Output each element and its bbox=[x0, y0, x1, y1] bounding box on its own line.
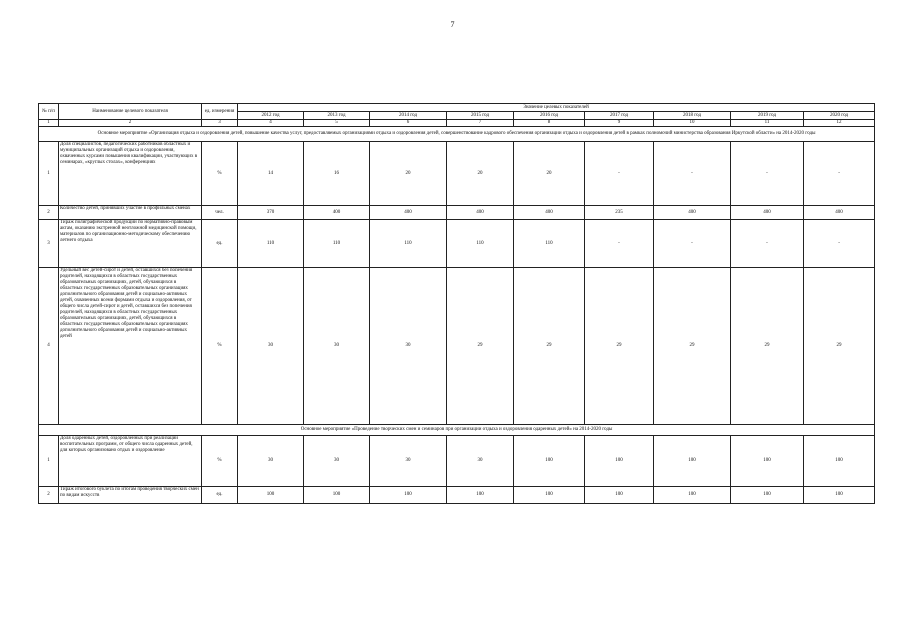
column-number: 2 bbox=[59, 120, 202, 127]
value-cell: 29 bbox=[585, 268, 654, 425]
value-cell: 400 bbox=[804, 206, 875, 220]
row-num: 1 bbox=[39, 436, 59, 487]
value-cell: 110 bbox=[370, 220, 447, 268]
value-cell: 400 bbox=[447, 206, 514, 220]
value-cell: 100 bbox=[731, 487, 804, 504]
value-cell: 29 bbox=[514, 268, 585, 425]
value-cell: 100 bbox=[304, 487, 370, 504]
value-cell: 20 bbox=[370, 142, 447, 206]
value-cell: 100 bbox=[804, 436, 875, 487]
value-cell: 100 bbox=[585, 487, 654, 504]
column-number: 1 bbox=[39, 120, 59, 127]
header-year: 2018 год bbox=[654, 112, 731, 120]
column-number: 7 bbox=[447, 120, 514, 127]
value-cell: 100 bbox=[654, 436, 731, 487]
value-cell: 400 bbox=[514, 206, 585, 220]
row-num: 1 bbox=[39, 142, 59, 206]
value-cell: 100 bbox=[447, 487, 514, 504]
value-cell: 400 bbox=[304, 206, 370, 220]
value-cell: 30 bbox=[304, 268, 370, 425]
value-cell: - bbox=[731, 142, 804, 206]
column-number: 9 bbox=[585, 120, 654, 127]
value-cell: 100 bbox=[370, 487, 447, 504]
table-row bbox=[39, 220, 875, 268]
table-row bbox=[39, 206, 875, 220]
unit-cell: ед. bbox=[202, 220, 238, 268]
header-year: 2015 год bbox=[447, 112, 514, 120]
value-cell: 29 bbox=[731, 268, 804, 425]
value-cell: 100 bbox=[585, 436, 654, 487]
header-values-group: Значение целевых показателей bbox=[238, 104, 875, 112]
column-number: 10 bbox=[654, 120, 731, 127]
value-cell: 29 bbox=[654, 268, 731, 425]
value-cell: 30 bbox=[370, 268, 447, 425]
row-num: 4 bbox=[39, 268, 59, 425]
value-cell: - bbox=[585, 142, 654, 206]
value-cell: 100 bbox=[804, 487, 875, 504]
column-number: 3 bbox=[202, 120, 238, 127]
section-header-row bbox=[39, 127, 875, 142]
value-cell: - bbox=[804, 220, 875, 268]
value-cell: - bbox=[585, 220, 654, 268]
row-num: 3 bbox=[39, 220, 59, 268]
value-cell: 30 bbox=[447, 436, 514, 487]
value-cell: 110 bbox=[447, 220, 514, 268]
value-cell: 110 bbox=[514, 220, 585, 268]
header-year: 2012 год bbox=[238, 112, 304, 120]
value-cell: 370 bbox=[238, 206, 304, 220]
value-cell: 100 bbox=[514, 487, 585, 504]
value-cell: 20 bbox=[514, 142, 585, 206]
header-year: 2014 год bbox=[370, 112, 447, 120]
value-cell: 30 bbox=[304, 436, 370, 487]
section-header-row bbox=[39, 425, 875, 436]
indicator-name: Доля одаренных детей, оздоровленных при реализации воспитательных программ, от общего числа одаренных детей, для которых организовано отдых и оздоровление bbox=[59, 436, 202, 487]
header-year: 2020 год bbox=[804, 112, 875, 120]
unit-cell: ед. bbox=[202, 487, 238, 504]
section2-title: Основное мероприятие «Проведение творческих смен и семинаров при организации отдыха и оздоровления одаренных детей» на 2014-2020 годы bbox=[39, 425, 875, 436]
section1-title: Основное мероприятие «Организация отдыха и оздоровления детей, повышение качества услуг, предоставляемых организациями отдыха и оздоровления детей, совершенствование кадрового обеспечения организации отдыха и оздоровления детей в рамках полномочий министерства образования Иркутской области» на 2014-2020 годы bbox=[39, 127, 875, 142]
header-unit: ед. измерения bbox=[202, 104, 238, 120]
indicator-name: Тираж итогового буклета по итогам проведения творческих смен по видам искусств bbox=[59, 487, 202, 504]
unit-cell: чел. bbox=[202, 206, 238, 220]
value-cell: 29 bbox=[447, 268, 514, 425]
header-year: 2013 год bbox=[304, 112, 370, 120]
page-number: 7 bbox=[450, 20, 455, 29]
value-cell: 14 bbox=[238, 142, 304, 206]
indicator-name: Удельный вес детей-сирот и детей, оставшихся без попечения родителей, находящихся в областных государственных образовательных организациях, детей, обучающихся в областных государственных образовательных организациях дополнительного образования детей и социально-активных детей, охваченных всеми формами отдыха и оздоровления, от общего числа детей-сирот и детей, оставшихся без попечения родителей, находящихся в областных государственных образовательных организациях, детей, обучающихся в областных государственных образовательных организациях дополнительного образования детей и социально-активных детей bbox=[59, 268, 202, 425]
value-cell: - bbox=[654, 220, 731, 268]
value-cell: 100 bbox=[514, 436, 585, 487]
value-cell: 30 bbox=[238, 268, 304, 425]
value-cell: 100 bbox=[731, 436, 804, 487]
value-cell: 100 bbox=[238, 487, 304, 504]
row-num: 2 bbox=[39, 206, 59, 220]
value-cell: - bbox=[731, 220, 804, 268]
indicators-table bbox=[38, 103, 875, 504]
table-row bbox=[39, 436, 875, 487]
table-row bbox=[39, 142, 875, 206]
indicator-name: Тираж полиграфической продукции по нормативно-правовым актам, оказанию экстренной неотложной медицинской помощи, материалов по организационно-методическому обеспечению летнего отдыха bbox=[59, 220, 202, 268]
value-cell: 100 bbox=[654, 487, 731, 504]
column-number: 5 bbox=[304, 120, 370, 127]
value-cell: 30 bbox=[370, 436, 447, 487]
column-number: 11 bbox=[731, 120, 804, 127]
value-cell: 400 bbox=[370, 206, 447, 220]
table-row bbox=[39, 268, 875, 425]
header-year: 2016 год bbox=[514, 112, 585, 120]
header-row bbox=[39, 104, 875, 112]
header-name: Наименование целевого показателя bbox=[59, 104, 202, 120]
value-cell: 20 bbox=[447, 142, 514, 206]
value-cell: - bbox=[804, 142, 875, 206]
value-cell: 400 bbox=[654, 206, 731, 220]
value-cell: 16 bbox=[304, 142, 370, 206]
column-number: 8 bbox=[514, 120, 585, 127]
value-cell: 235 bbox=[585, 206, 654, 220]
value-cell: 110 bbox=[304, 220, 370, 268]
unit-cell: % bbox=[202, 268, 238, 425]
column-number: 6 bbox=[370, 120, 447, 127]
unit-cell: % bbox=[202, 436, 238, 487]
unit-cell: % bbox=[202, 142, 238, 206]
column-number: 12 bbox=[804, 120, 875, 127]
column-number: 4 bbox=[238, 120, 304, 127]
value-cell: 110 bbox=[238, 220, 304, 268]
header-year: 2019 год bbox=[731, 112, 804, 120]
column-numbers-row bbox=[39, 120, 875, 127]
header-year: 2017 год bbox=[585, 112, 654, 120]
table-row bbox=[39, 487, 875, 504]
value-cell: 30 bbox=[238, 436, 304, 487]
value-cell: 29 bbox=[804, 268, 875, 425]
value-cell: 400 bbox=[731, 206, 804, 220]
indicator-name: Количество детей, принявших участие в профильных сменах bbox=[59, 206, 202, 220]
indicator-name: Доля специалистов, педагогических работников областных и муниципальных организаций отдыха и оздоровления, охваченных курсами повышения квалификации, участвующих в семинарах, «круглых столах», конференциях bbox=[59, 142, 202, 206]
header-num: № п/п bbox=[39, 104, 59, 120]
value-cell: - bbox=[654, 142, 731, 206]
row-num: 2 bbox=[39, 487, 59, 504]
